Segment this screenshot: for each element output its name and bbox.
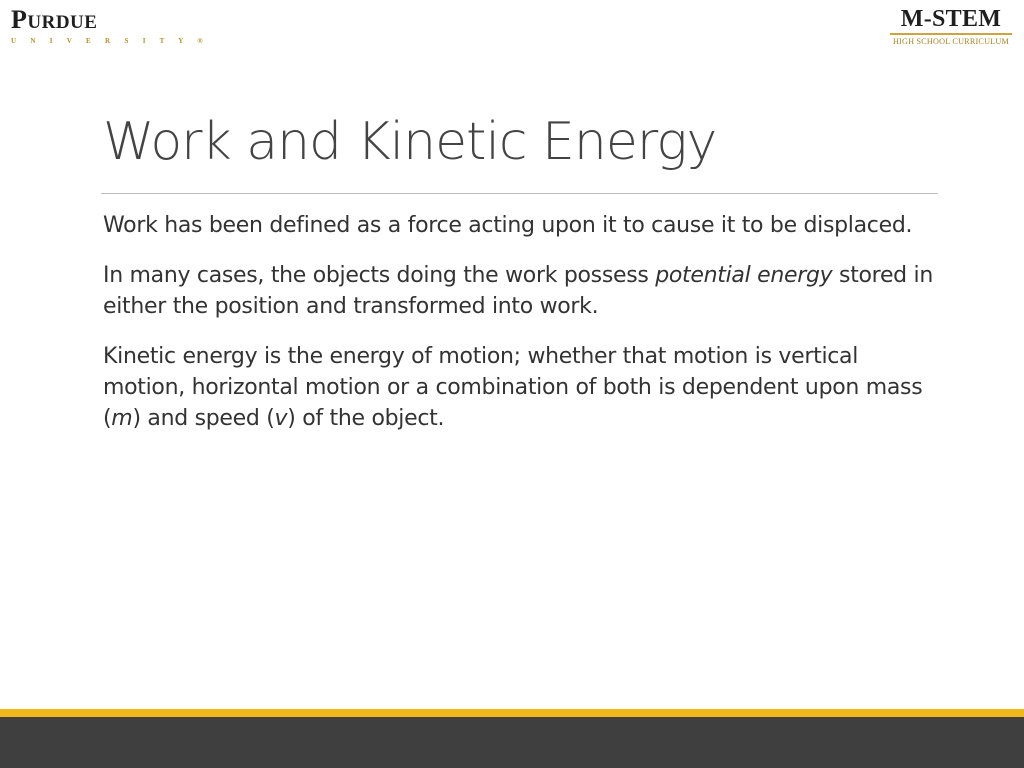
paragraph-2-before: In many cases, the objects doing the work possess bbox=[103, 263, 656, 288]
purdue-wordmark-rest: URDUE bbox=[27, 12, 98, 33]
paragraph-potential-energy bbox=[103, 260, 935, 322]
purdue-subtitle: U N I V E R S I T Y ® bbox=[11, 37, 209, 45]
potential-energy-emphasis: potential energy bbox=[655, 263, 833, 288]
paragraph-3-after: ) of the object. bbox=[287, 406, 445, 431]
slide-body bbox=[103, 210, 935, 453]
mstem-subtitle: HIGH SCHOOL CURRICULUM bbox=[893, 37, 1009, 46]
paragraph-1-text: Work has been defined as a force acting upon it to cause it to be displaced. bbox=[103, 213, 913, 238]
paragraph-kinetic-energy bbox=[103, 341, 935, 434]
mstem-logo bbox=[888, 6, 1014, 46]
footer-bar bbox=[0, 717, 1024, 768]
variable-m: m bbox=[111, 406, 133, 431]
footer-gold-stripe bbox=[0, 709, 1024, 717]
paragraph-3-middle: ) and speed ( bbox=[132, 406, 275, 431]
mstem-divider bbox=[890, 33, 1012, 35]
slide-title: Work and Kinetic Energy bbox=[103, 112, 717, 172]
purdue-logo bbox=[11, 5, 209, 48]
paragraph-2-after: stored in either the position and transformed into work. bbox=[103, 263, 933, 319]
title-divider bbox=[101, 193, 938, 194]
paragraph-3-before: Kinetic energy is the energy of motion; whether that motion is vertical motion, horizontal motion or a combination of both is dependent upon mass ( bbox=[103, 344, 923, 431]
purdue-wordmark-cap: P bbox=[11, 5, 28, 34]
variable-v: v bbox=[274, 406, 288, 431]
purdue-wordmark bbox=[11, 5, 141, 35]
paragraph-work-definition bbox=[103, 210, 935, 241]
mstem-wordmark: M-STEM bbox=[900, 6, 1002, 32]
